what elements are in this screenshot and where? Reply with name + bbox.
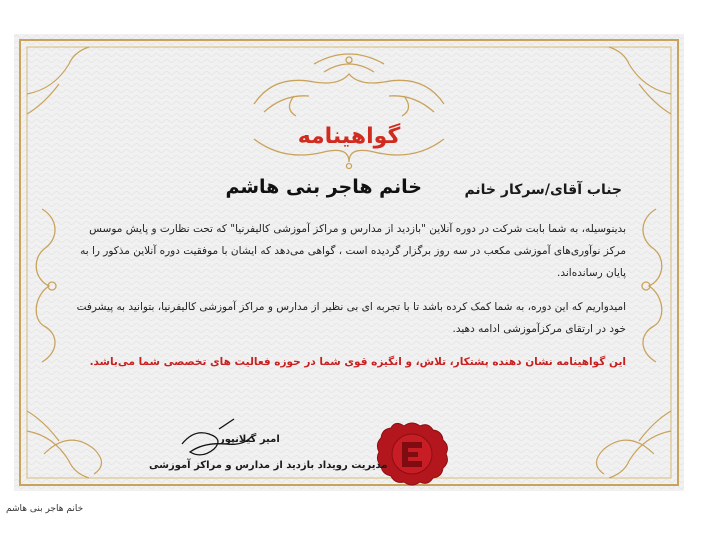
body-paragraph-2: امیدواریم که این دوره، به شما کمک کرده باشد تا با تجربه ای بی نظیر از مدارس و مراکز آموزشی کالیفرنیا، بتوانید به پیشرفت خود در ارتقای مرکزآموزشی ادامه دهید. bbox=[76, 301, 626, 335]
signer-title: مدیریت رویداد بازدید از مدارس و مراکز آموزشی bbox=[149, 460, 388, 471]
signer-name: امیر گیلانپور bbox=[219, 434, 280, 445]
certificate bbox=[14, 34, 684, 491]
certificate-title: گواهینامه bbox=[297, 124, 401, 149]
recipient-name: خانم هاجر بنی هاشم bbox=[225, 176, 422, 198]
body-paragraph-1: بدینوسیله، به شما بابت شرکت در دوره آنلاین "بازدید از مدارس و مراکز آموزشی کالیفرنیا" که تحت نظارت و پایش موسس مرکز نوآوری‌های آموزشی مکعب در سه روز برگزار گردیده است ، گواهی می‌دهد که ایشان با موفقیت دوره آنلاین مذکور را به پایان رسانده‌اند. bbox=[80, 223, 626, 279]
addressee-label: جناب آقای/سرکار خانم bbox=[464, 182, 622, 198]
footer-caption: خانم هاجر بنی هاشم bbox=[6, 504, 84, 514]
highlight-sentence: این گواهینامه نشان دهنده پشتکار، تلاش، و انگیزه قوی شما در حوزه فعالیت های تخصصی شما می‌باشد. bbox=[89, 356, 626, 368]
